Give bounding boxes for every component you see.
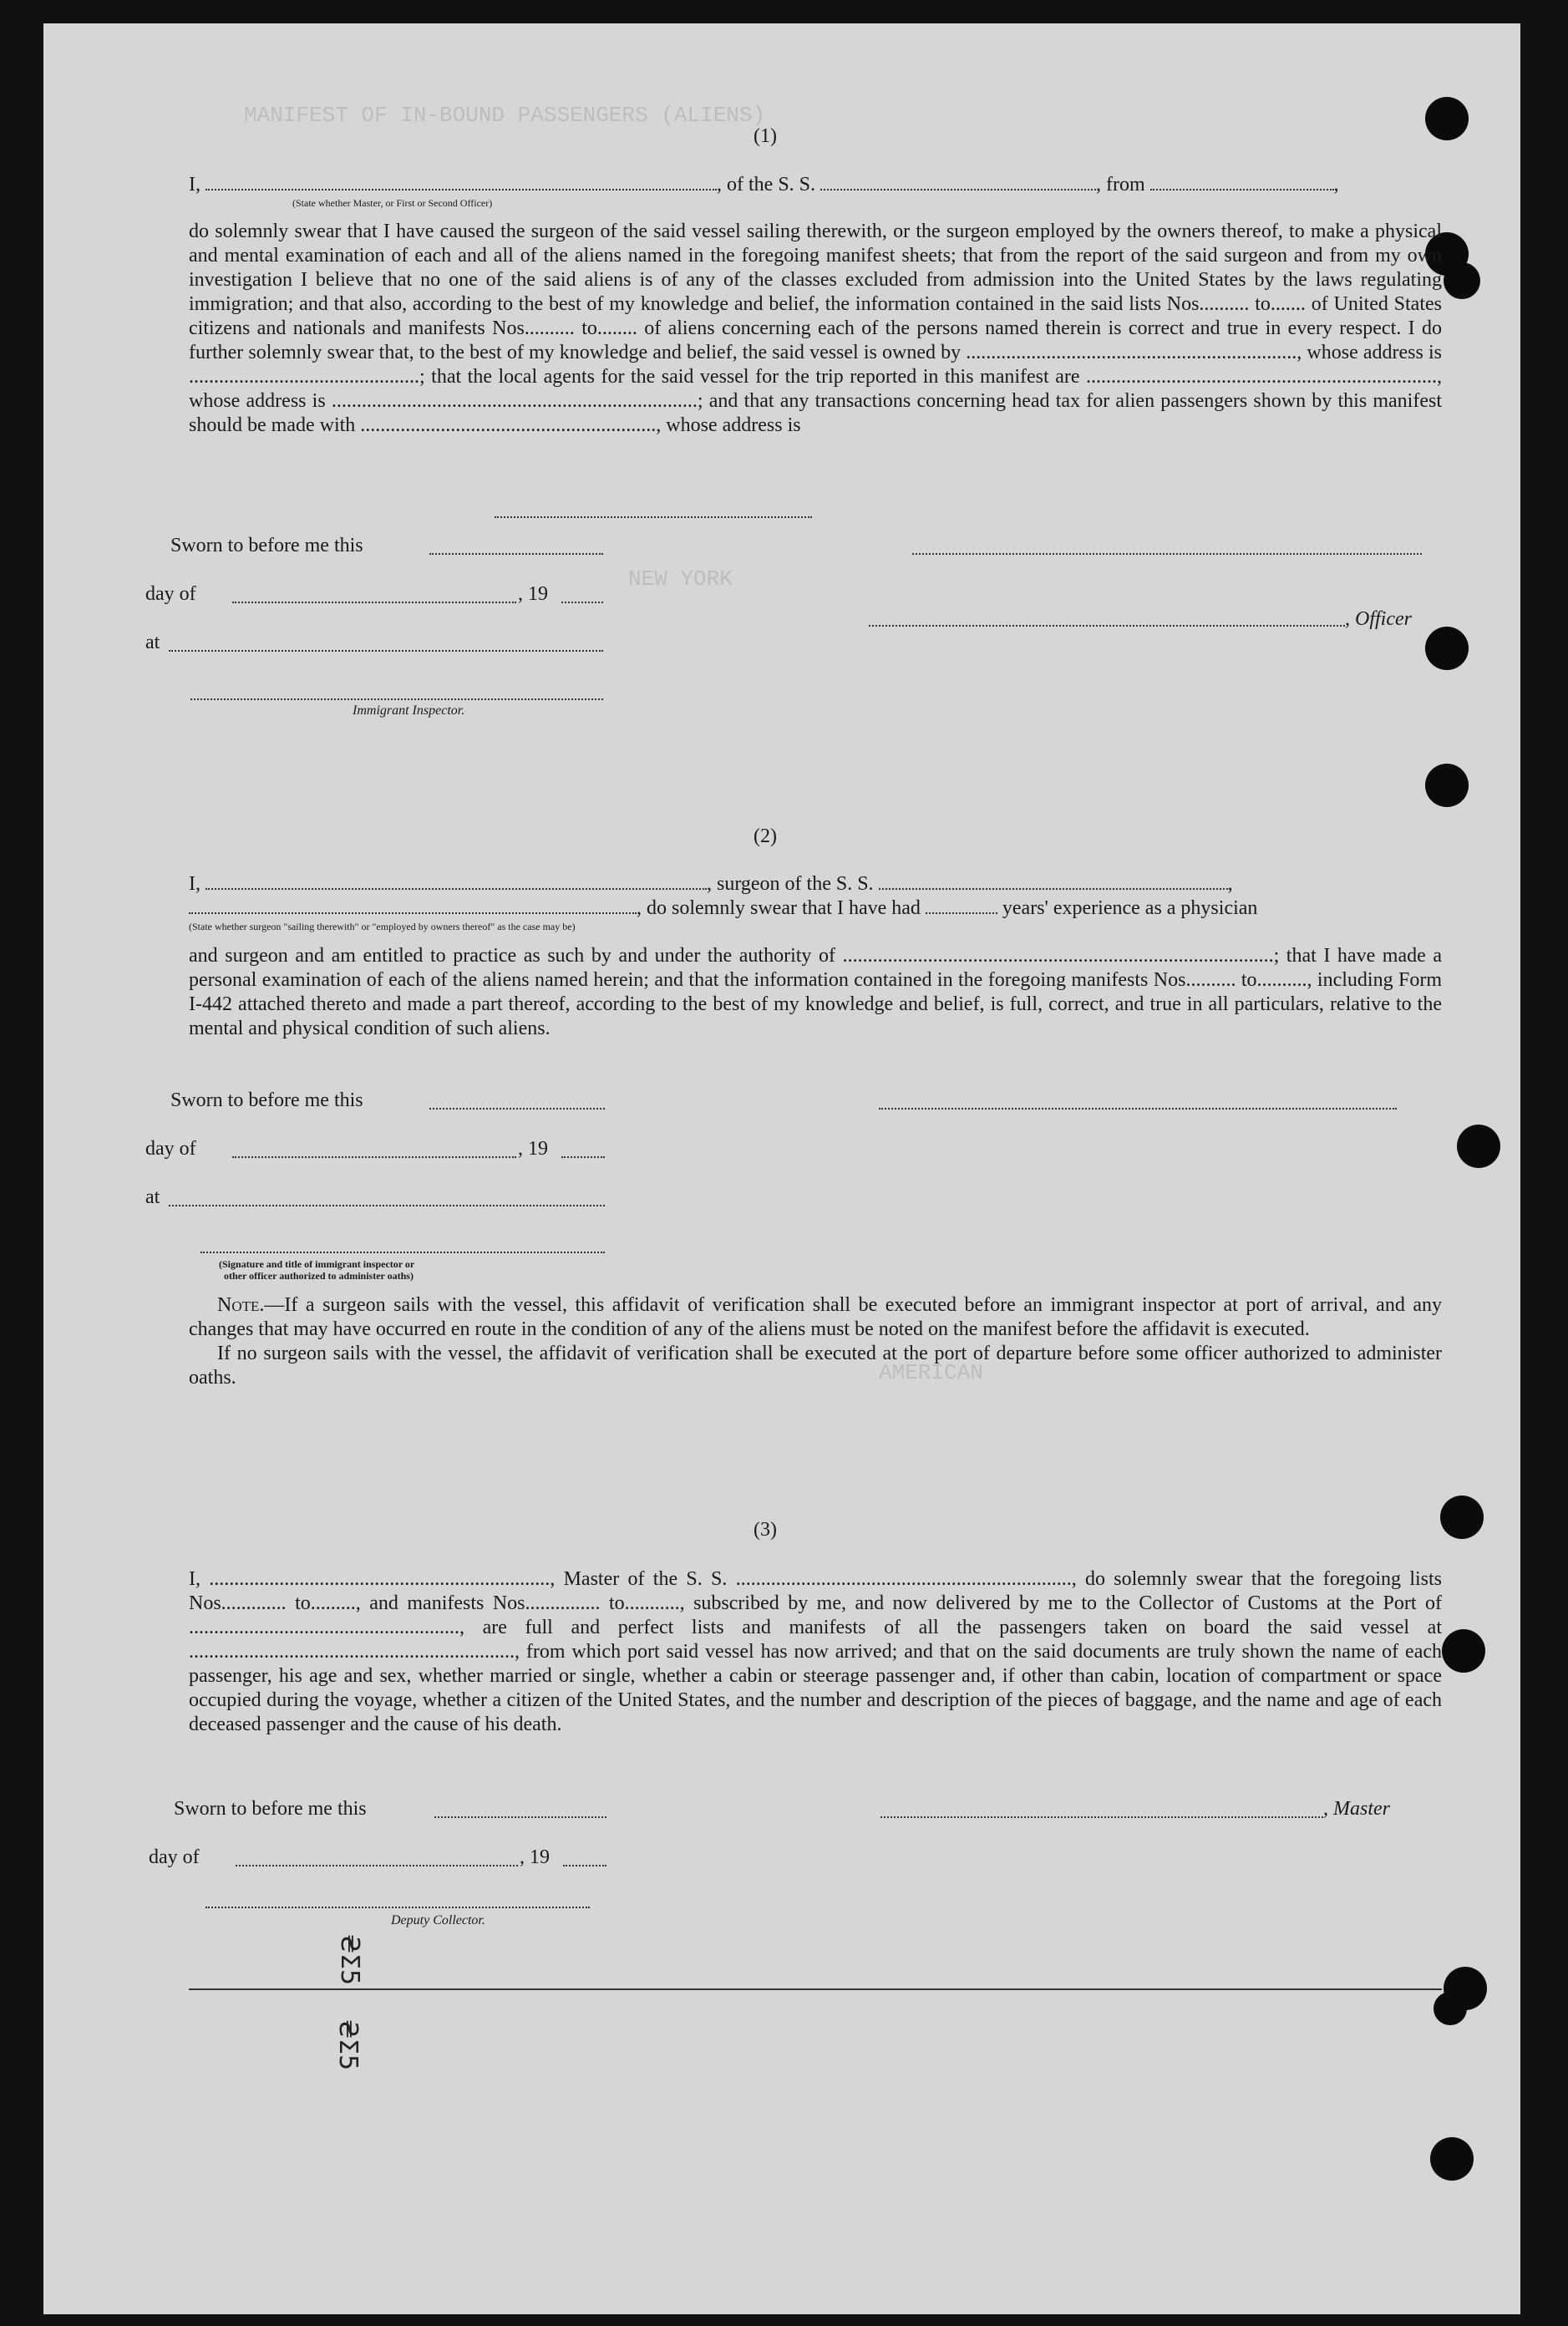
- section-2-body: and surgeon and am entitled to practice as such by and under the authority of ......................................................................................; that I have made a personal examination of each of the aliens named herein; and that the information contained in the foregoing manifests Nos.......... to.........., including Form I-442 attached thereto and made a part thereof, according to the best of my knowledge and belief, is full, correct, and true in all particulars, relative to the mental and physical condition of such aliens.: [189, 945, 1442, 1039]
- section-1-number: (1): [754, 125, 777, 147]
- inspector-caption: Immigrant Inspector.: [353, 703, 465, 718]
- document-page: [43, 23, 1520, 2314]
- note-label: Note.: [217, 1294, 265, 1316]
- year-line: [563, 1865, 606, 1866]
- master-signature-line: [880, 1816, 1323, 1818]
- year-label: , 19: [520, 1846, 550, 1868]
- year-label: , 19: [518, 583, 548, 605]
- punch-hole: [1430, 2137, 1474, 2181]
- handwritten-mark: ₴Σ5: [335, 1933, 365, 1986]
- section-2-first-line: I, , surgeon of the S. S. ,: [189, 873, 1233, 895]
- section-1-first-line: I, , of the S. S. , from ,: [189, 174, 1339, 196]
- inspector-signature-line: [200, 1252, 605, 1253]
- punch-hole: [1434, 1992, 1467, 2025]
- at-label: at: [145, 632, 160, 653]
- year-line: [561, 1156, 605, 1158]
- officer-label: , Officer: [1345, 608, 1412, 630]
- sworn-label: Sworn to before me this: [170, 535, 363, 556]
- day-of-line: [232, 1156, 516, 1158]
- punch-hole: [1425, 627, 1469, 670]
- section-3-number: (3): [754, 1519, 777, 1541]
- signature-caption-line-2: other officer authorized to administer oaths): [224, 1270, 414, 1282]
- note-text-2: If no surgeon sails with the vessel, the affidavit of verification shall be executed at the port of departure before some officer authorized to administer oaths.: [189, 1343, 1442, 1389]
- signature-line: [495, 516, 812, 518]
- section-2-second-line: , do solemnly swear that I have had years' experience as a physician: [189, 897, 1257, 920]
- bleed-through-text: AMERICAN: [879, 1360, 983, 1385]
- sworn-label: Sworn to before me this: [174, 1798, 367, 1820]
- bleed-through-text: NEW YORK: [628, 566, 733, 592]
- section-2-oath-text: [189, 944, 1442, 1041]
- year-line: [561, 602, 603, 603]
- day-of-line: [232, 602, 516, 603]
- surgeon-caption: (State whether surgeon "sailing therewith" or "employed by owners thereof" as the case may be): [189, 921, 576, 932]
- at-label: at: [145, 1186, 160, 1208]
- day-of-line: [236, 1865, 518, 1866]
- signature-caption-line-1: (Signature and title of immigrant inspector or: [219, 1258, 415, 1270]
- day-of-label: day of: [145, 583, 196, 605]
- year-label: , 19: [518, 1138, 548, 1160]
- at-line: [169, 1205, 605, 1206]
- punch-hole: [1425, 764, 1469, 807]
- section-2-number: (2): [754, 825, 777, 847]
- section-1-oath-text: [189, 220, 1442, 438]
- section-1-body: do solemnly swear that I have caused the surgeon of the said vessel sailing therewith, or the surgeon employed by the owners thereof, to make a physical and mental examination of each and all of the aliens named in the foregoing manifest sheets; that from the report of the said surgeon and from my own investigation I believe that no one of the said aliens is of any of the classes excluded from admission into the United States by the laws regulating immigration; and that also, according to the best of my knowledge and belief, the information contained in the said lists Nos.......... to....... of United States citizens and nationals and manifests Nos.......... to........ of aliens concerning each of the persons named therein is correct and true in every respect. I do further solemnly swear that, to the best of my knowledge and belief, the said vessel is owned by .................................................................., whose address is ..............................................; that the local agents for the said vessel for the trip reported in this manifest are ......................................................................, whose address is .........................................................................; and that any transactions concerning head tax for alien passengers shown by this manifest should be made with ..........................................................., whose address is: [189, 221, 1442, 436]
- section-3-oath-text: [189, 1567, 1442, 1737]
- master-label: , Master: [1323, 1798, 1390, 1820]
- punch-hole: [1442, 1629, 1485, 1673]
- section-3-body: I, ...................................................................., Master of the S. S. ..................................................................., do solemnly swear that the foregoing lists Nos............. to........., and manifests Nos............... to..........., subscribed by me, and now delivered by me to the Collector of Customs at the Port of ......................................................, are full and perfect lists and manifests of all the passengers taken on board the said vessel at ................................................................., from which port said vessel has now arrived; and that on the said documents are truly shown the name of each passenger, his age and sex, whether married or single, whether a cabin or steerage passenger and, if other than cabin, location of compartment or space occupied during the voyage, whether a citizen of the United States, and the number and description of the pieces of baggage, and the name and age of each deceased passenger and the cause of his death.: [189, 1568, 1442, 1735]
- bottom-rule: [189, 1988, 1442, 1990]
- inspector-signature-line: [190, 698, 603, 700]
- punch-hole: [1440, 1496, 1484, 1539]
- at-line: [169, 650, 603, 652]
- punch-hole: [1425, 97, 1469, 140]
- day-of-label: day of: [145, 1138, 196, 1160]
- sworn-date-line: [434, 1816, 606, 1818]
- punch-hole: [1444, 262, 1480, 299]
- note-block: [189, 1293, 1442, 1390]
- officer-line: [869, 625, 1345, 627]
- note-text-1: —If a surgeon sails with the vessel, this affidavit of verification shall be executed before an immigrant inspector at port of arrival, and any changes that may have occurred en route in the condition of any of the aliens must be noted on the manifest before the affidavit is executed.: [189, 1294, 1442, 1340]
- officer-signature-line: [912, 553, 1422, 555]
- collector-caption: Deputy Collector.: [391, 1913, 485, 1927]
- sworn-date-line: [429, 553, 603, 555]
- collector-signature-line: [206, 1907, 590, 1908]
- surgeon-signature-line: [879, 1108, 1397, 1110]
- master-caption: (State whether Master, or First or Second Officer): [292, 197, 493, 209]
- handwritten-mark: ₴Σ5: [333, 2019, 363, 2071]
- sworn-date-line: [429, 1108, 605, 1110]
- sworn-label: Sworn to before me this: [170, 1089, 363, 1111]
- punch-hole: [1457, 1125, 1500, 1168]
- day-of-label: day of: [149, 1846, 200, 1868]
- bleed-through-text: MANIFEST OF IN-BOUND PASSENGERS (ALIENS): [244, 103, 766, 128]
